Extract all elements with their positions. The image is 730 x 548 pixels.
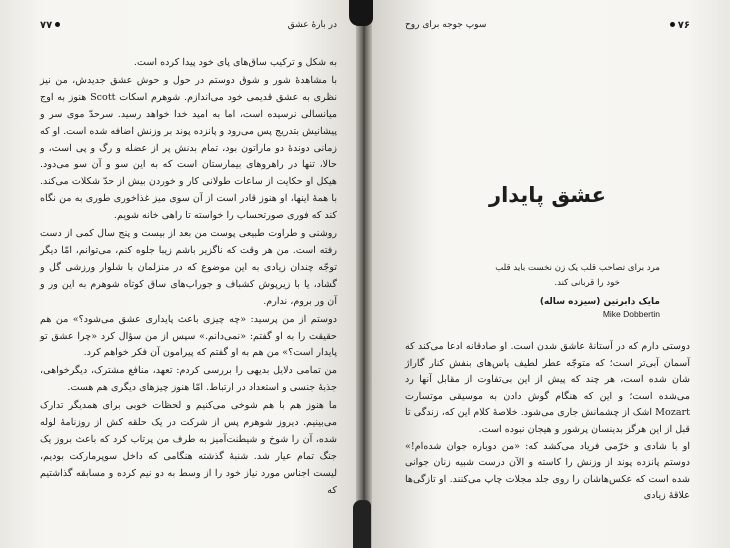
paragraph: دوستم از من پرسید: «چه چیزی باعث پایداری عشق می‌شود؟» من هم حقیقت را به او گفتم: «نمی‌دانم.» سپس از من سؤال کرد «چرا عشق تو پایدار است؟» من هم به او گفتم که پیرامون آن فکر خواهم کرد. [40, 313, 337, 359]
epigraph-author: مایک دابرتین (سیزده ساله) [539, 297, 660, 307]
right-page-body [405, 339, 690, 505]
book-gutter [356, 0, 372, 548]
scan-shadow [353, 500, 371, 548]
epigraph-author-latin: Mike Dobbertin [602, 309, 660, 319]
paragraph: با مشاهدهٔ شور و شوق دوستم در حول و حوش عشق جدیدش، من نیز نظری به عشق قدیمی خود می‌اندازم. شوهرم اسکات Scott هنوز به اوج میانسالی نرسیده است، اما به امید خدا خواهد رسید. سرحدّ موی سر و پیشانیش بتدریج پس می‌رود و پانزده پوند بر وزنش اضافه شده است. او که زمانی دوندهٔ دو ماراتون بود، تمام بدنش پر از عضله و رگ و پی است، و حالا، تنها در راهروهای بیمارستان است که به این سو و آن سو می‌دود. هیکل او حکایت از ساعات طولانی کار و خوردن بیش از حدّ شکلات می‌کند. با همهٔ اینها، او هنوز قادر است از آن سوی میز غذاخوری طوری به من نگاه کند که فوری صورتحساب را خواسته تا راهی خانه شویم. [40, 74, 337, 222]
chapter-title: عشق پایدار [488, 183, 607, 207]
paragraph: ما هنوز هم با هم شوخی می‌کنیم و لحظات خوبی برای همدیگر تدارک می‌بینیم. دیروز شوهرم پس از شرکت در یک حلقه کش از روزنامهٔ لوله شده، آن را شوخ و شیطنت‌آمیز به طرف من پرتاب کرد که باعث بروز یک جنگ تمام عیار شد. شنبهٔ گذشته هنگامی که داخل سوپرمارکت بودیم، لیست اجناس مورد نیاز خود را از وسط به دو نیم کرده و مسابقه گذاشتیم که [40, 400, 337, 496]
running-head: در بارهٔ عشق [287, 20, 337, 30]
bullet-icon [670, 22, 675, 27]
page-number: ۷۶ [667, 20, 690, 31]
left-page-body [40, 55, 337, 500]
paragraph: دوستی دارم که در آستانهٔ عاشق شدن است. او صادقانه ادعا می‌کند که آسمان آبی‌تر است؛ که متوجّه عطر لطیف یاس‌های بنفش کنار گاراژ شان شده است، هر چند که پیش از این بی‌تفاوت از مقابل آنها رد می‌شده است؛ و این که هنگام گوش دادن به موسیقی موتسارت Mozart اشک از چشمانش جاری می‌شود. خلاصهٔ کلام این که، زندگی تا قبل از این هرگز بدینسان پرشور و هیجان نبوده است. [405, 341, 690, 435]
paragraph: به شکل و ترکیب ساق‌های پای خود پیدا کرده است. [133, 57, 337, 68]
scan-shadow [349, 0, 373, 26]
running-head: سوپ جوجه برای روح [405, 20, 487, 30]
right-page-header [405, 18, 690, 33]
paragraph: من تمامی دلایل بدیهی را بررسی کردم: تعهد، منافع مشترک، دیگرخواهی، جذبهٔ جنسی و استعداد در ارتباط. امّا هنوز چیزهای دیگری هم هست. [40, 365, 337, 394]
epigraph-line: خود را قربانی کند. [554, 278, 620, 288]
page-number: ۷۷ [40, 20, 63, 31]
right-page [365, 0, 730, 548]
left-page-header [40, 18, 337, 33]
bullet-icon [55, 22, 60, 27]
epigraph-line: مرد برای تصاحب قلب یک زن نخست باید قلب [495, 263, 660, 273]
paragraph: او با شادی و خرّمی فریاد می‌کشد که: «من دوباره جوان شده‌ام!» دوستم پانزده پوند از وزنش را کاسته و الآن درست شبیه زنان جوانی شده است که عکس‌هاشان را روی جلد مجلات چاپ می‌کنند. او تازگی‌ها علاقهٔ زیادی [405, 440, 690, 502]
paragraph: روشنی و طراوت طبیعی پوست من بعد از بیست و پنج سال کمی از دست رفته است. من هر وقت که ناگزیر باشم زیبا جلوه کنم، می‌توانم، امّا دیگر توجّه چندان زیادی به این موضوع که در منزلمان با شلوار ورزشی گل و گشاد، یا با زیرپوش کشباف و جوراب‌های ساق کوتاه شوهرم به این ور و آن ور بروم، ندارم. [40, 228, 337, 307]
epigraph [405, 261, 690, 291]
